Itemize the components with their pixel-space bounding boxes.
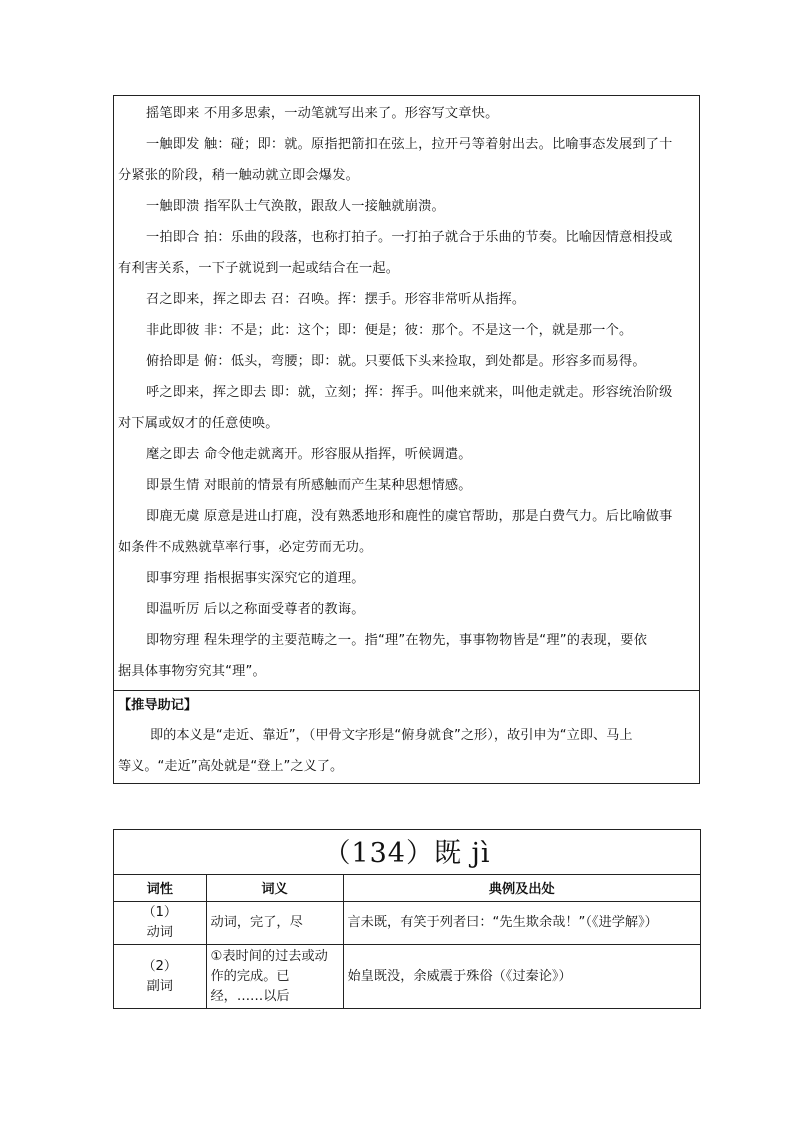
header-pos: 词性 (114, 874, 206, 902)
idiom-entry: 即温听厉 后以之称面受尊者的教诲。 (146, 602, 365, 617)
example-cell: 言未既，有笑于列者曰：“先生欺余哉！”（《进学解》） (343, 902, 700, 945)
section-divider (114, 690, 699, 691)
table-row (114, 945, 700, 1009)
idiom-entry-continuation: 如条件不成熟就草率行事，必定劳而无功。 (118, 540, 373, 555)
idiom-entry: 即景生情 对眼前的情景有所感触而产生某种思想情感。 (146, 478, 472, 493)
pos-number: （2） (142, 958, 178, 974)
pos-cell (114, 945, 206, 1009)
idiom-entry-continuation: 据具体事物穷究其“理”。 (118, 664, 266, 679)
idiom-entry-continuation: 对下属或奴才的任意使唤。 (118, 416, 279, 431)
idiom-entry-continuation: 有利害关系，一下子就说到一起或结合在一起。 (118, 261, 400, 276)
idiom-entry: 即鹿无虞 原意是进山打鹿，没有熟悉地形和鹿性的虞官帮助，那是白费气力。后比喻做事 (146, 509, 673, 524)
header-meaning: 词义 (206, 874, 343, 902)
idiom-entry: 俯拾即是 俯：低头，弯腰；即：就。只要低下头来捡取，到处都是。形容多而易得。 (146, 354, 646, 369)
table-header-row (114, 874, 700, 902)
entry-134-table (113, 829, 701, 1009)
idiom-entry-continuation: 分紧张的阶段，稍一触动就立即会爆发。 (118, 168, 359, 183)
idiom-entry: 一拍即合 拍：乐曲的段落，也称打拍子。一打拍子就合于乐曲的节奏。比喻因情意相投或 (146, 230, 673, 245)
meaning-cell: ①表时间的过去或动作的完成。已经，……以后 (206, 945, 343, 1009)
header-example: 典例及出处 (343, 874, 700, 902)
note-heading: 【推导助记】 (118, 698, 198, 713)
idiom-entry: 一触即溃 指军队士气涣散，跟敌人一接触就崩溃。 (146, 199, 445, 214)
idiom-entry: 呼之即来，挥之即去 即：就，立刻；挥：挥手。叫他来就来，叫他走就走。形容统治阶级 (146, 385, 673, 400)
pos-label: 副词 (146, 978, 173, 994)
idiom-entry: 即事穷理 指根据事实深究它的道理。 (146, 571, 365, 586)
example-cell: 始皇既没，余威震于殊俗（《过秦论》） (343, 945, 700, 1009)
idiom-entry: 一触即发 触：碰；即：就。原指把箭扣在弦上，拉开弓等着射出去。比喻事态发展到了十 (146, 137, 673, 152)
table-row (114, 902, 700, 945)
pos-label: 动词 (146, 925, 173, 940)
entry-title: （134）既 jì (114, 830, 700, 875)
meaning-cell: 动词，完了，尽 (206, 902, 343, 945)
idiom-entry: 即物穷理 程朱理学的主要范畴之一。指“理”在物先，事事物物皆是“理”的表现，要依 (146, 633, 648, 648)
idiom-list-box (113, 95, 700, 784)
idiom-entry: 非此即彼 非：不是；此：这个；即：便是；彼：那个。不是这一个，就是那一个。 (146, 323, 633, 338)
pos-number: （1） (142, 905, 178, 920)
note-line-2: 等义。“走近”高处就是“登上”之义了。 (118, 759, 344, 774)
pos-cell (114, 902, 206, 945)
definition-table (114, 874, 700, 1009)
note-line-1: 即的本义是“走近、靠近”，（甲骨文字形是“俯身就食”之形），故引申为“立即、马上 (150, 728, 633, 743)
idiom-entry: 召之即来，挥之即去 召：召唤。挥：摆手。形容非常听从指挥。 (146, 292, 526, 307)
idiom-entry: 摇笔即来 不用多思索，一动笔就写出来了。形容写文章快。 (146, 106, 499, 121)
idiom-entry: 麾之即去 命令他走就离开。形容服从指挥，听候调遣。 (146, 447, 472, 462)
idiom-entries (114, 98, 701, 687)
